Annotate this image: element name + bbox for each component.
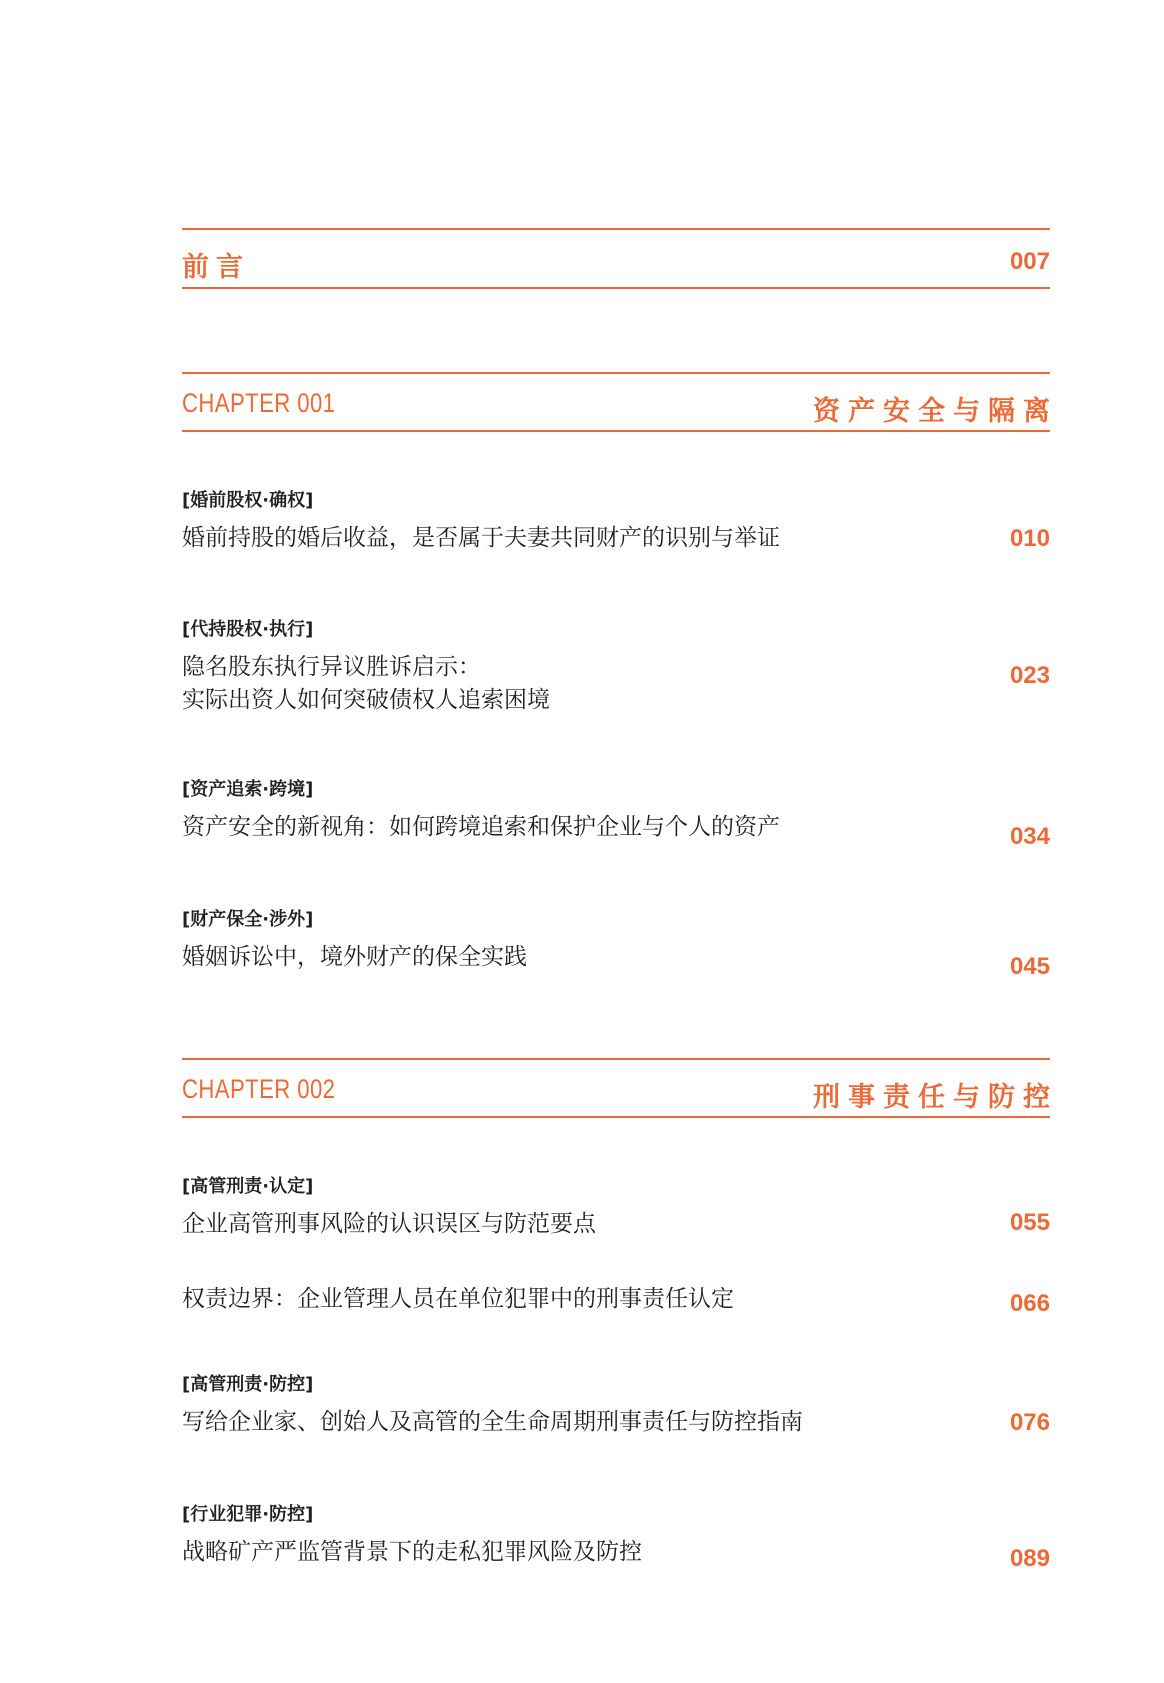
toc-entry-title[interactable]: 战略矿产严监管背景下的走私犯罪风险及防控 [182, 1539, 642, 1565]
toc-entry-page[interactable]: 066 [1009, 1290, 1050, 1317]
toc-entry-page[interactable]: 055 [1009, 1209, 1050, 1236]
chapter-1-bottom-rule [182, 430, 1050, 432]
toc-entry-title[interactable]: 权责边界：企业管理人员在单位犯罪中的刑事责任认定 [182, 1286, 734, 1312]
toc-entry-title[interactable]: 资产安全的新视角：如何跨境追索和保护企业与个人的资产 [182, 814, 780, 840]
preface-page-number[interactable]: 007 [1009, 248, 1050, 275]
toc-entry-page[interactable]: 045 [1009, 953, 1050, 980]
chapter-1-number: CHAPTER 001 [182, 388, 336, 418]
toc-entry-tag: [高管刑责·认定] [182, 1176, 314, 1197]
chapter-2-bottom-rule [182, 1116, 1050, 1118]
chapter-2-title: 刑事责任与防控 [813, 1082, 1058, 1113]
toc-entry-page[interactable]: 076 [1009, 1409, 1050, 1436]
toc-entry-title[interactable]: 企业高管刑事风险的认识误区与防范要点 [182, 1211, 596, 1237]
toc-entry-page[interactable]: 010 [1009, 525, 1050, 552]
toc-entry-page[interactable]: 089 [1009, 1545, 1050, 1572]
chapter-2-number: CHAPTER 002 [182, 1074, 336, 1104]
toc-entry-tag: [婚前股权·确权] [182, 490, 314, 511]
preface-top-rule [182, 228, 1050, 230]
toc-entry-title-line-1[interactable]: 隐名股东执行异议胜诉启示： [182, 654, 481, 680]
toc-entry-title-line-2[interactable]: 实际出资人如何突破债权人追索困境 [182, 687, 550, 713]
toc-entry-tag: [代持股权·执行] [182, 619, 314, 640]
chapter-2-top-rule [182, 1058, 1050, 1060]
toc-entry-tag: [高管刑责·防控] [182, 1374, 314, 1395]
toc-entry-tag: [行业犯罪·防控] [182, 1504, 314, 1525]
toc-entry-tag: [资产追索·跨境] [182, 779, 314, 800]
toc-entry-title[interactable]: 婚前持股的婚后收益，是否属于夫妻共同财产的识别与举证 [182, 525, 780, 551]
chapter-1-top-rule [182, 372, 1050, 374]
chapter-1-title: 资产安全与隔离 [813, 396, 1058, 427]
toc-entry-title[interactable]: 婚姻诉讼中，境外财产的保全实践 [182, 944, 527, 970]
preface-title[interactable]: 前言 [182, 252, 250, 283]
toc-entry-tag: [财产保全·涉外] [182, 909, 314, 930]
toc-entry-page[interactable]: 034 [1009, 823, 1050, 850]
toc-entry-page[interactable]: 023 [1009, 662, 1050, 689]
preface-bottom-rule [182, 287, 1050, 289]
toc-entry-title[interactable]: 写给企业家、创始人及高管的全生命周期刑事责任与防控指南 [182, 1409, 803, 1435]
